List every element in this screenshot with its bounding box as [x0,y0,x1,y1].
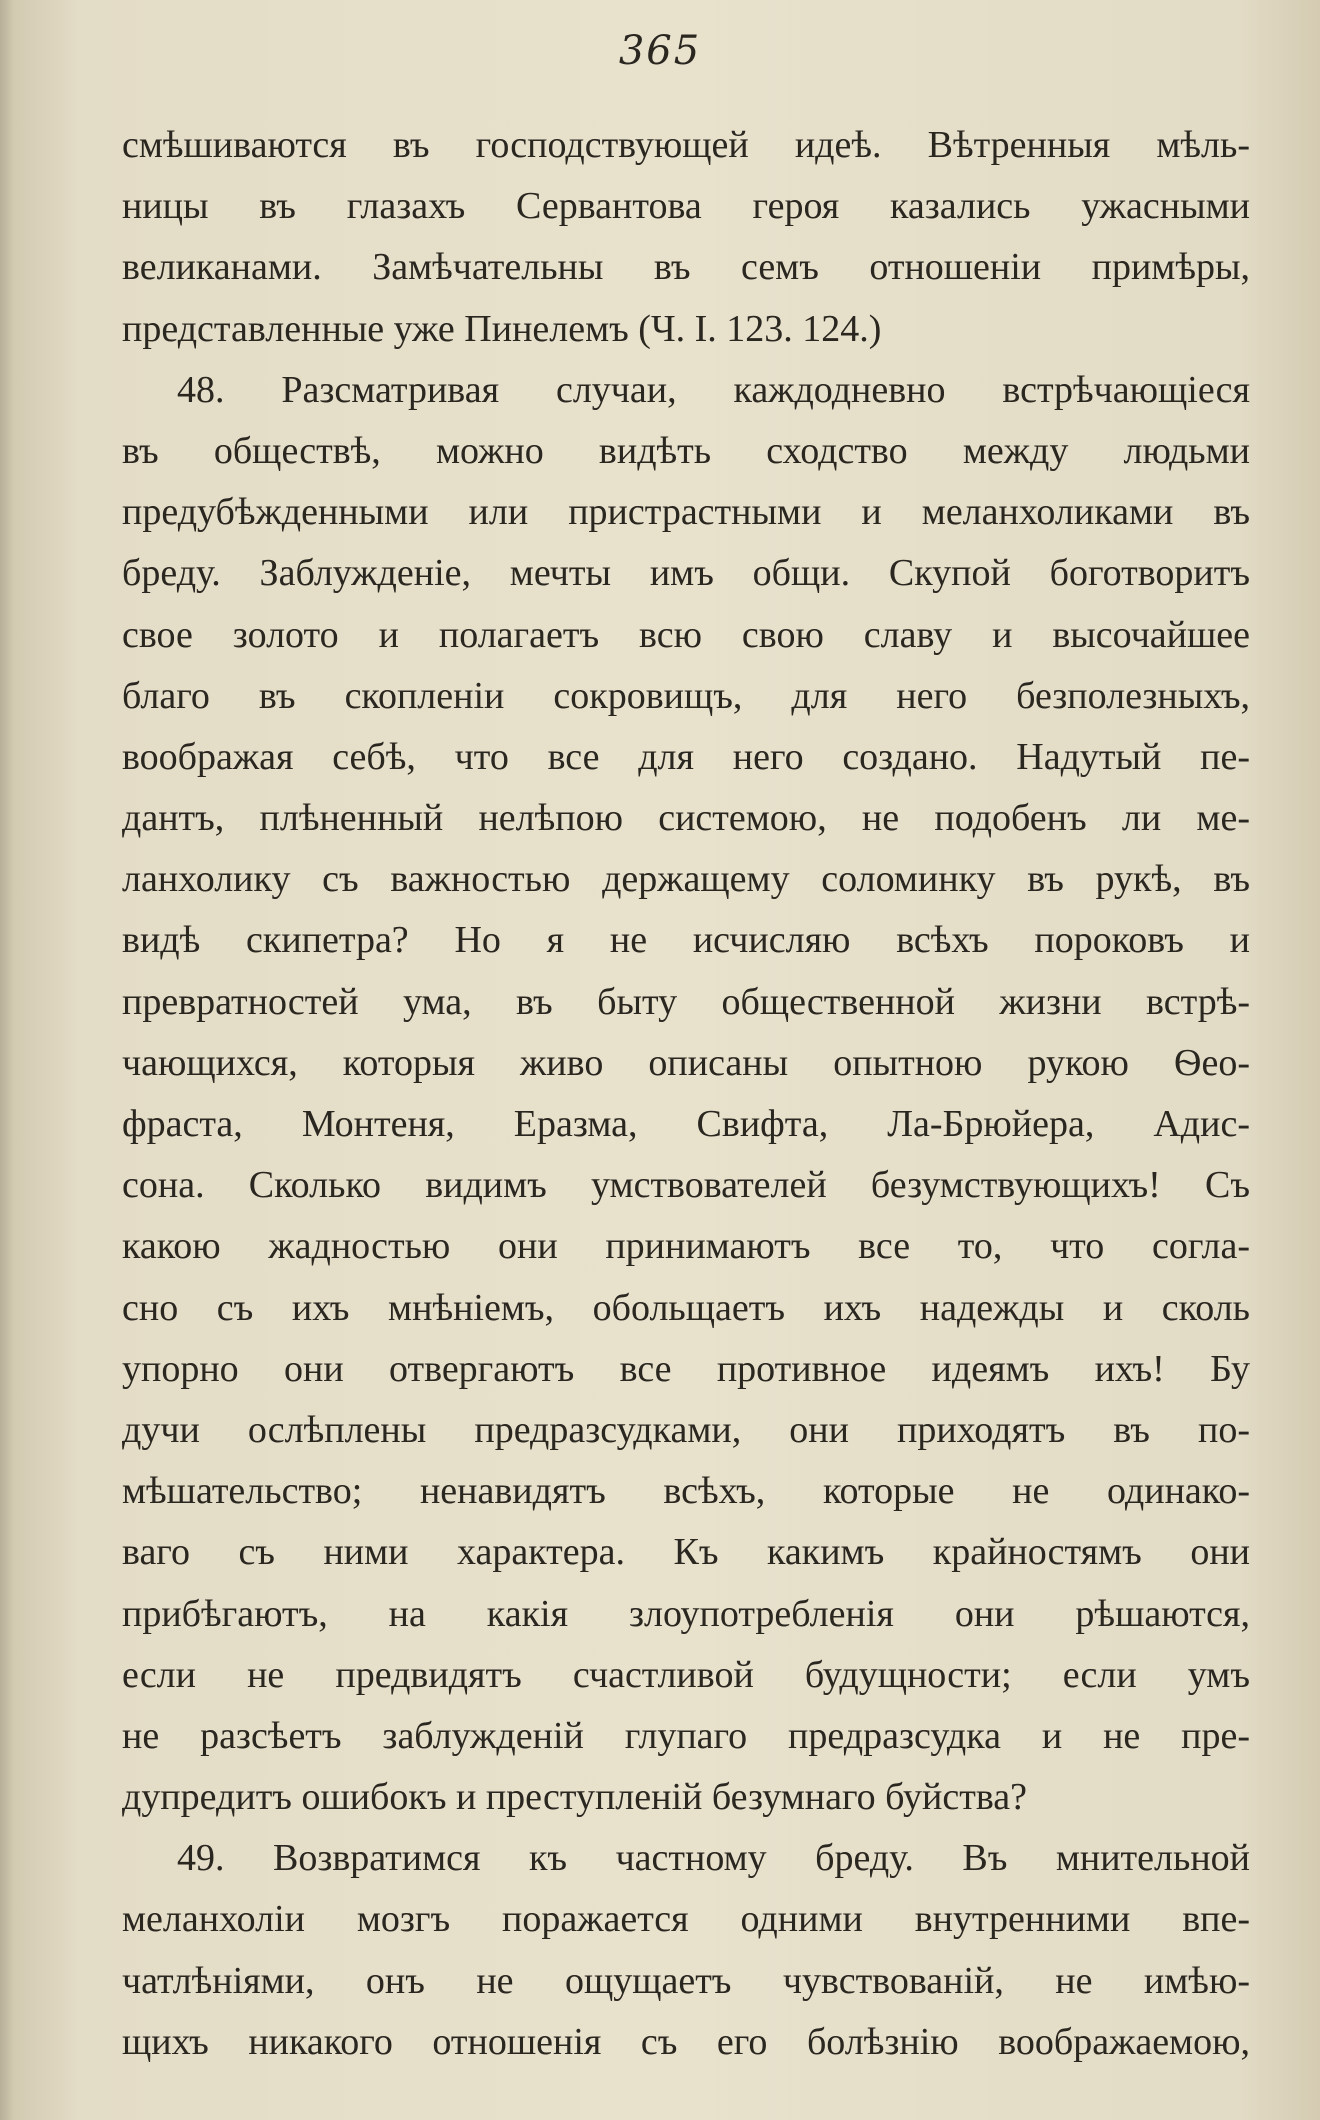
text-line: мѣшательство; ненавидятъ всѣхъ, которые не одинако- [122,1470,1250,1513]
text-line: ницы въ глазахъ Сервантова героя казались ужасными [122,185,1250,228]
text-line: дупредитъ ошибокъ и преступленій безумнаго буйства? [122,1776,1027,1819]
text-line: какою жадностью они принимаютъ все то, что согла- [122,1225,1250,1268]
text-line: представленные уже Пинелемъ (Ч. I. 123. 124.) [122,307,882,350]
text-line: видѣ скипетра? Но я не исчисляю всѣхъ пороковъ и [122,919,1250,962]
text-line: воображая себѣ, что все для него создано. Надутый пе- [122,735,1250,778]
text-line: сона. Сколько видимъ умствователей безумствующихъ! Съ [122,1164,1250,1207]
text-line: превратностей ума, въ быту общественной жизни встрѣ- [122,980,1250,1023]
text-line: ланхолику съ важностью держащему соломинку въ рукѣ, въ [122,858,1250,901]
text-line: великанами. Замѣчательны въ семъ отношеніи примѣры, [122,246,1250,289]
text-line: чающихся, которыя живо описаны опытною рукою Ѳео- [122,1041,1250,1084]
text-line: 49. Возвратимся къ частному бреду. Въ мнительной [177,1837,1250,1880]
body-text [122,115,1250,2073]
text-line: свое золото и полагаетъ всю свою славу и высочайшее [122,613,1250,656]
text-line: дантъ, плѣненный нелѣпою системою, не подобенъ ли ме- [122,797,1250,840]
text-line: упорно они отвергаютъ все противное идеямъ ихъ! Бу [122,1347,1250,1390]
text-line: въ обществѣ, можно видѣть сходство между людьми [122,429,1250,472]
text-line: бреду. Заблужденіе, мечты имъ общи. Скупой боготворитъ [122,552,1250,595]
text-line: если не предвидятъ счастливой будущности; если умъ [122,1653,1250,1696]
text-line: щихъ никакого отношенія съ его болѣзнію воображаемою, [122,2020,1250,2063]
text-line: меланхоліи мозгъ поражается одними внутренними впе- [122,1898,1250,1941]
text-line: прибѣгаютъ, на какія злоупотребленія они рѣшаются, [122,1592,1250,1635]
page-number: 365 [618,28,702,74]
text-line: предубѣжденными или пристрастными и меланхоликами въ [122,491,1250,534]
text-line: сно съ ихъ мнѣніемъ, обольщаетъ ихъ надежды и сколь [122,1286,1250,1329]
text-line: чатлѣніями, онъ не ощущаетъ чувствованій, не имѣю- [122,1959,1250,2002]
text-line: ваго съ ними характера. Къ какимъ крайностямъ они [122,1531,1250,1574]
page-gutter-shadow [0,0,14,2120]
text-line: фраста, Монтеня, Еразма, Свифта, Ла-Брюйера, Адис- [122,1103,1250,1145]
text-line: не разсѣетъ заблужденій глупаго предразсудка и не пре- [122,1714,1250,1757]
text-line: смѣшиваются въ господствующей идеѣ. Вѣтренныя мѣль- [122,124,1250,166]
text-line: 48. Разсматривая случаи, каждодневно встрѣчающіеся [177,368,1250,411]
text-line: дучи ослѣплены предразсудками, они приходятъ въ по- [122,1408,1250,1451]
text-line: благо въ скопленіи сокровищъ, для него безполезныхъ, [122,674,1250,717]
